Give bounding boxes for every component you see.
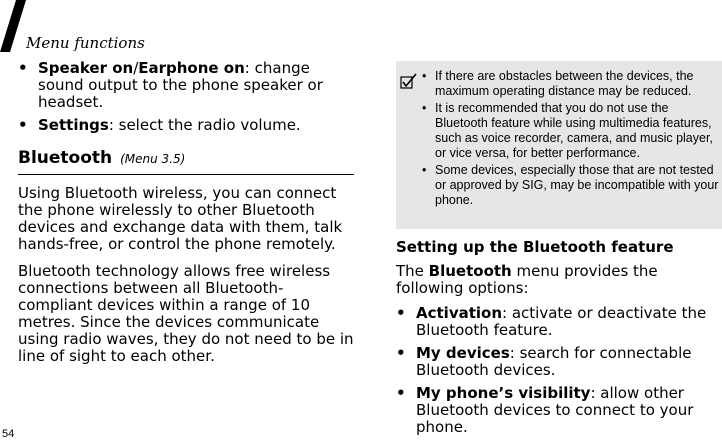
paragraph: Using Bluetooth wireless, you can connect the phone wirelessly to other Bluetooth devices and exchange data with them, talk hands-free, or control the phone remotely.	[18, 184, 343, 253]
option-desc: : search for connectable Bluetooth devices.	[416, 344, 692, 379]
intro-text: menu provides the following options:	[396, 262, 658, 297]
section-title: Bluetooth	[18, 148, 113, 168]
checkmark-note-icon	[400, 73, 418, 89]
intro-term: Bluetooth	[428, 262, 512, 280]
bullet-separator: /	[133, 59, 139, 77]
option-item	[396, 305, 722, 339]
note-list	[422, 69, 720, 210]
menu-reference: (Menu 3.5)	[120, 152, 186, 166]
bullet-term: Settings	[38, 116, 109, 134]
right-body	[396, 263, 722, 442]
note-text: If there are obstacles between the devices, the maximum operating distance may be reduced.	[435, 69, 694, 98]
page-number: 54	[2, 428, 15, 440]
option-item	[396, 385, 722, 436]
bullet-glyph: •	[422, 101, 427, 115]
bullet-glyph: •	[396, 344, 406, 362]
intro-text: The	[396, 262, 429, 280]
left-column	[18, 60, 354, 365]
bullet-term: Speaker on	[38, 59, 134, 77]
option-item	[396, 345, 722, 379]
note-item	[422, 69, 720, 99]
bullet-glyph: •	[422, 69, 427, 83]
bullet-item	[18, 60, 354, 111]
subsection-title: Setting up the Bluetooth feature	[396, 238, 674, 256]
option-desc: : allow other Bluetooth devices to connect to your phone.	[416, 384, 694, 436]
note-box	[396, 61, 722, 229]
bullet-glyph: •	[422, 163, 427, 177]
bullet-item	[18, 117, 354, 134]
note-item	[422, 163, 720, 208]
bullet-term: Earphone on	[138, 59, 245, 77]
note-item	[422, 101, 720, 161]
paragraph: Bluetooth technology allows free wireless connections between all Bluetooth-compliant devices within a range of 10 metres. Since the devices communicate using radio waves, they do not need to be in line of sight to each other.	[18, 262, 354, 365]
bullet-text: : select the radio volume.	[108, 116, 301, 134]
option-name: Activation	[416, 304, 503, 322]
option-name: My devices	[416, 344, 510, 362]
header-decoration	[0, 0, 26, 52]
bullet-glyph: •	[18, 116, 28, 134]
bullet-text: : change sound output to the phone speaker or headset.	[38, 59, 323, 111]
option-name: My phone’s visibility	[416, 384, 591, 402]
intro-paragraph	[396, 263, 722, 297]
bullet-glyph: •	[396, 304, 406, 322]
note-text: It is recommended that you do not use the Bluetooth feature while using multimedia features, such as voice recorder, camera, and music player, or vice versa, for better performance.	[435, 101, 713, 160]
note-text: Some devices, especially those that are not tested or approved by SIG, may be incompatible with your phone.	[435, 163, 719, 207]
header-title: Menu functions	[26, 34, 145, 52]
bullet-glyph: •	[18, 59, 28, 77]
option-desc: : activate or deactivate the Bluetooth feature.	[416, 304, 707, 339]
bullet-glyph: •	[396, 384, 406, 402]
section-heading	[18, 148, 354, 175]
